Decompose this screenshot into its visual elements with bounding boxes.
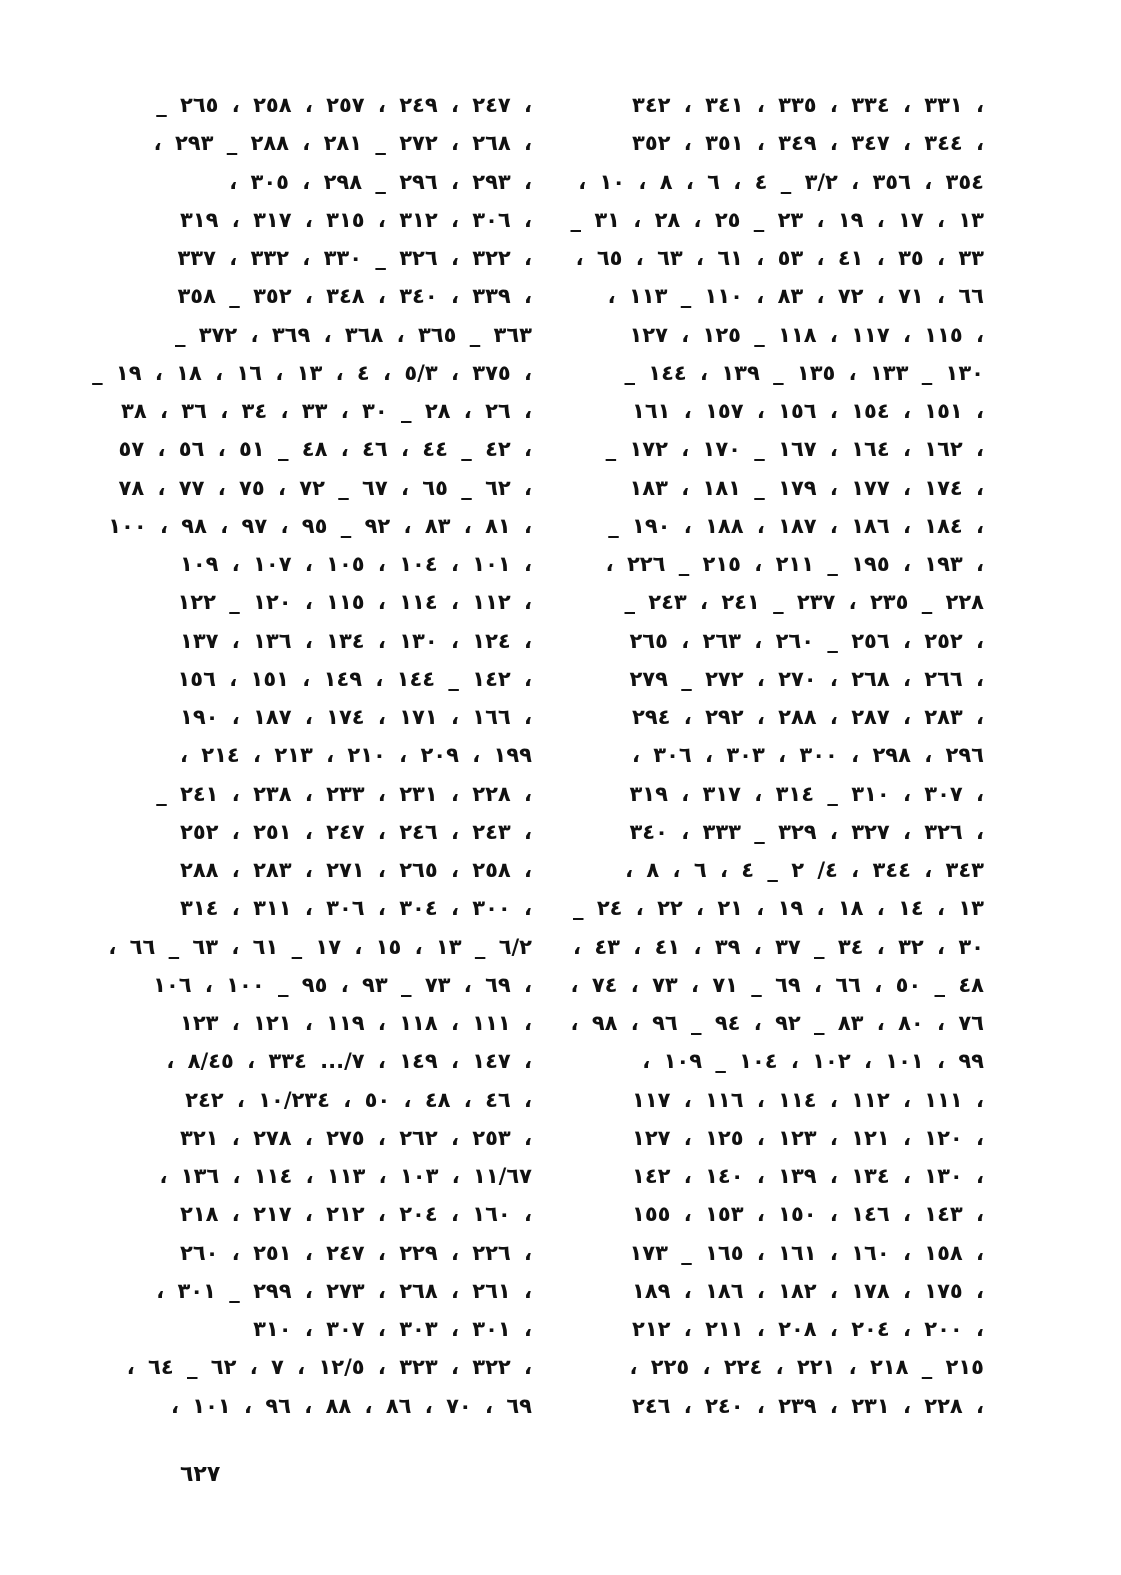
index-line: ، ١٨٤ ، ١٨٦ ، ١٨٧ ، ١٨٨ ، ١٩٠ _	[608, 513, 984, 538]
index-line: ٢٩٦ ، ٢٩٨ ، ٣٠٠ ، ٣٠٣ ، ٣٠٦ ،	[632, 743, 984, 768]
index-line: ، ١٥١ ، ١٥٤ ، ١٥٦ ، ١٥٧ ، ١٦١	[632, 399, 984, 423]
index-line: ، ٢٥٨ ، ٢٦٥ ، ٢٧١ ، ٢٨٣ ، ٢٨٨	[180, 858, 532, 882]
index-line: ، ١٢٤ ، ١٣٠ ، ١٣٤ ، ١٣٦ ، ١٣٧	[180, 628, 532, 653]
index-line: ، ١٤٢ _ ١٤٤ ، ١٤٩ ، ١٥١ ، ١٥٦	[177, 666, 532, 691]
index-line: ، ٢٦ ، ٢٨ _ ٣٠ ، ٣٣ ، ٣٤ ، ٣٦ ، ٣٨	[121, 399, 532, 423]
index-line: ، ٢٢٨ ، ٢٣١ ، ٢٣٩ ، ٢٤٠ ، ٢٤٦	[632, 1393, 984, 1418]
index-line: ٦٩ ، ٧٠ ، ٨٦ ، ٨٨ ، ٩٦ ، ١٠١ ،	[171, 1393, 532, 1418]
index-line: ، ١٢٠ ، ١٢١ ، ١٢٣ ، ١٢٥ ، ١٢٧	[632, 1125, 984, 1150]
index-line: ، ١١٥ ، ١١٧ ، ١١٨ _ ١٢٥ ، ١٢٧	[629, 322, 984, 347]
index-line: ، ١٠١ ، ١٠٤ ، ١٠٥ ، ١٠٧ ، ١٠٩	[180, 552, 532, 576]
index-line: ٦٦ ، ٧١ ، ٧٢ ، ٨٣ ، ١١٠ _ ١١٣ ،	[607, 284, 984, 309]
index-line: ، ٦٩ ، ٧٣ _ ٩٣ ، ٩٥ _ ١٠٠ ، ١٠٦	[153, 972, 532, 997]
index-line: ، ٢٨٣ ، ٢٨٧ ، ٢٨٨ ، ٢٩٢ ، ٢٩٤	[632, 705, 984, 729]
index-line: ، ٦٢ _ ٦٥ ، ٦٧ _ ٧٢ ، ٧٥ ، ٧٧ ، ٧٨	[118, 475, 532, 500]
index-line: ٣٤٣ ، ٣٤٤ ، ٤/ ٢ _ ٤ ، ٦ ، ٨ ،	[625, 858, 984, 882]
index-line: ١٣٠ _ ١٣٣ ، ١٣٥ _ ١٣٩ ، ١٤٤ _	[624, 360, 984, 385]
index-line: ، ٣٢٢ ، ٣٢٣ ، ١٢/٥ ، ٧ ، ٦٢ _ ٦٤ ،	[126, 1355, 532, 1380]
index-line: ، ٣٢٢ ، ٣٢٦ _ ٣٣٠ ، ٣٣٢ ، ٣٣٧	[177, 246, 532, 270]
index-line: ١٣ ، ١٧ ، ١٩ ، ٢٣ _ ٢٥ ، ٢٨ ، ٣١ _	[570, 207, 984, 232]
index-column-left	[92, 86, 532, 1425]
index-line: ١٣ ، ١٤ ، ١٨ ، ١٩ ، ٢١ ، ٢٢ ، ٢٤ _	[573, 896, 984, 921]
index-line: ٧٦ ، ٨٠ ، ٨٣ _ ٩٢ ، ٩٤ _ ٩٦ ، ٩٨ ،	[570, 1011, 984, 1035]
index-line: ٦/٢ _ ١٣ ، ١٥ ، ١٧ _ ٦١ ، ٦٣ _ ٦٦ ،	[108, 934, 532, 959]
index-line: ، ١٤٧ ، ١٤٩ ، ٧/... ٣٣٤ ، ٨/٤٥ ،	[166, 1049, 532, 1074]
index-line: ، ٢٩٣ ، ٢٩٦ _ ٢٩٨ ، ٣٠٥ ،	[229, 169, 532, 194]
index-line: ، ١٥٨ ، ١٦٠ ، ١٦١ ، ١٦٥ _ ١٧٣	[629, 1240, 984, 1265]
index-line: ، ٢٤٧ ، ٢٤٩ ، ٢٥٧ ، ٢٥٨ ، ٢٦٥ _	[156, 93, 532, 117]
index-line: ٢١٥ _ ٢١٨ ، ٢٢١ ، ٢٢٤ ، ٢٢٥ ،	[629, 1355, 984, 1380]
index-line: ، ٤٦ ، ٤٨ ، ٥٠ ، ١٠/٢٣٤ ، ٢٤٢	[185, 1087, 532, 1112]
index-line: ، ٣٤٤ ، ٣٤٧ ، ٣٤٩ ، ٣٥١ ، ٣٥٢	[632, 131, 984, 156]
index-line: ، ٢٦٨ ، ٢٧٢ _ ٢٨١ ، ٢٨٨ _ ٢٩٣ ،	[153, 131, 532, 156]
index-line: ، ١٦٦ ، ١٧١ ، ١٧٤ ، ١٨٧ ، ١٩٠	[180, 705, 532, 729]
index-line: ، ٢٥٢ ، ٢٥٦ _ ٢٦٠ ، ٢٦٣ ، ٢٦٥	[629, 628, 984, 653]
index-line: ، ٤٢ _ ٤٤ ، ٤٦ ، ٤٨ _ ٥١ ، ٥٦ ، ٥٧	[118, 437, 532, 462]
index-line: ، ١٧٤ ، ١٧٧ ، ١٧٩ _ ١٨١ ، ١٨٣	[629, 475, 984, 500]
index-line: ، ٣٠١ ، ٣٠٣ ، ٣٠٧ ، ٣١٠	[253, 1317, 532, 1341]
index-line: ٢٢٨ _ ٢٣٥ ، ٢٣٧ _ ٢٤١ ، ٢٤٣ _	[624, 590, 984, 615]
index-line: ، ٣٣٩ ، ٣٤٠ ، ٣٤٨ ، ٣٥٢ _ ٣٥٨	[177, 284, 532, 309]
index-line: ، ٢٦١ ، ٢٦٨ ، ٢٧٣ ، ٢٩٩ _ ٣٠١ ،	[156, 1278, 532, 1303]
index-line: ، ٢٢٨ ، ٢٣١ ، ٢٣٣ ، ٢٣٨ ، ٢٤١ _	[156, 781, 532, 806]
index-line: ، ١٦٠ ، ٢٠٤ ، ٢١٢ ، ٢١٧ ، ٢١٨	[180, 1202, 532, 1227]
index-line: ، ١٦٢ ، ١٦٤ ، ١٦٧ _ ١٧٠ ، ١٧٢ _	[605, 437, 984, 462]
index-line: ، ١١١ ، ١١٨ ، ١١٩ ، ١٢١ ، ١٢٣	[180, 1011, 532, 1035]
index-line: ، ٢٤٣ ، ٢٤٦ ، ٢٤٧ ، ٢٥١ ، ٢٥٢	[180, 819, 532, 844]
index-line: ٣٦٣ _ ٣٦٥ ، ٣٦٨ ، ٣٦٩ ، ٣٧٢ _	[174, 322, 532, 347]
index-column-right	[570, 86, 984, 1425]
index-line: ، ١٤٣ ، ١٤٦ ، ١٥٠ ، ١٥٣ ، ١٥٥	[632, 1202, 984, 1227]
index-line: ٣٥٤ ، ٣٥٦ ، ٣/٢ _ ٤ ، ٦ ، ٨ ، ١٠ ،	[578, 169, 984, 194]
index-line: ، ٢٠٠ ، ٢٠٤ ، ٢٠٨ ، ٢١١ ، ٢١٢	[632, 1317, 984, 1341]
index-line: ، ١١٢ ، ١١٤ ، ١١٥ ، ١٢٠ _ ١٢٢	[177, 590, 532, 615]
index-line: ، ٨١ ، ٨٣ ، ٩٢ _ ٩٥ ، ٩٧ ، ٩٨ ، ١٠٠	[108, 513, 532, 538]
index-line: ، ٢٦٦ ، ٢٦٨ ، ٢٧٠ ، ٢٧٢ _ ٢٧٩	[629, 666, 984, 691]
index-line: ٣٠ ، ٣٢ ، ٣٤ _ ٣٧ ، ٣٩ ، ٤١ ، ٤٣ ،	[573, 934, 984, 959]
index-line: ١١/٦٧ ، ١٠٣ ، ١١٣ ، ١١٤ ، ١٣٦ ،	[159, 1164, 532, 1188]
index-line: ١٩٩ ، ٢٠٩ ، ٢١٠ ، ٢١٣ ، ٢١٤ ،	[180, 743, 532, 768]
index-line: ، ٣٠٦ ، ٣١٢ ، ٣١٥ ، ٣١٧ ، ٣١٩	[180, 207, 532, 232]
index-line: ، ١٣٠ ، ١٣٤ ، ١٣٩ ، ١٤٠ ، ١٤٢	[632, 1164, 984, 1188]
index-line: ، ١٩٣ ، ١٩٥ _ ٢١١ ، ٢١٥ _ ٢٢٦ ،	[605, 552, 984, 576]
index-line: ، ٣٠٧ ، ٣١٠ _ ٣١٤ ، ٣١٧ ، ٣١٩	[629, 781, 984, 806]
index-line: ٩٩ ، ١٠١ ، ١٠٢ ، ١٠٤ _ ١٠٩ ،	[642, 1049, 984, 1074]
index-line: ٤٨ _ ٥٠ ، ٦٦ ، ٦٩ _ ٧١ ، ٧٣ ، ٧٤ ،	[570, 972, 984, 997]
index-line: ، ٢٢٦ ، ٢٢٩ ، ٢٤٧ ، ٢٥١ ، ٢٦٠	[180, 1240, 532, 1265]
index-line: ، ٣٣١ ، ٣٣٤ ، ٣٣٥ ، ٣٤١ ، ٣٤٢	[632, 93, 984, 117]
index-line: ، ٣٢٦ ، ٣٢٧ ، ٣٢٩ _ ٣٣٣ ، ٣٤٠	[629, 819, 984, 844]
index-line: ، ٢٥٣ ، ٢٦٢ ، ٢٧٥ ، ٢٧٨ ، ٣٢١	[180, 1125, 532, 1150]
index-line: ، ٣٠٠ ، ٣٠٤ ، ٣٠٦ ، ٣١١ ، ٣١٤	[180, 896, 532, 921]
index-line: ، ١٧٥ ، ١٧٨ ، ١٨٢ ، ١٨٦ ، ١٨٩	[632, 1278, 984, 1303]
index-line: ، ١١١ ، ١١٢ ، ١١٤ ، ١١٦ ، ١١٧	[632, 1087, 984, 1112]
index-line: ، ٣٧٥ ، ٥/٣ ، ٤ ، ١٣ ، ١٦ ، ١٨ ، ١٩ _	[92, 360, 532, 385]
index-line: ٣٣ ، ٣٥ ، ٤١ ، ٥٣ ، ٦١ ، ٦٣ ، ٦٥ ،	[575, 246, 984, 270]
page-number: ٦٢٧	[180, 1462, 221, 1487]
